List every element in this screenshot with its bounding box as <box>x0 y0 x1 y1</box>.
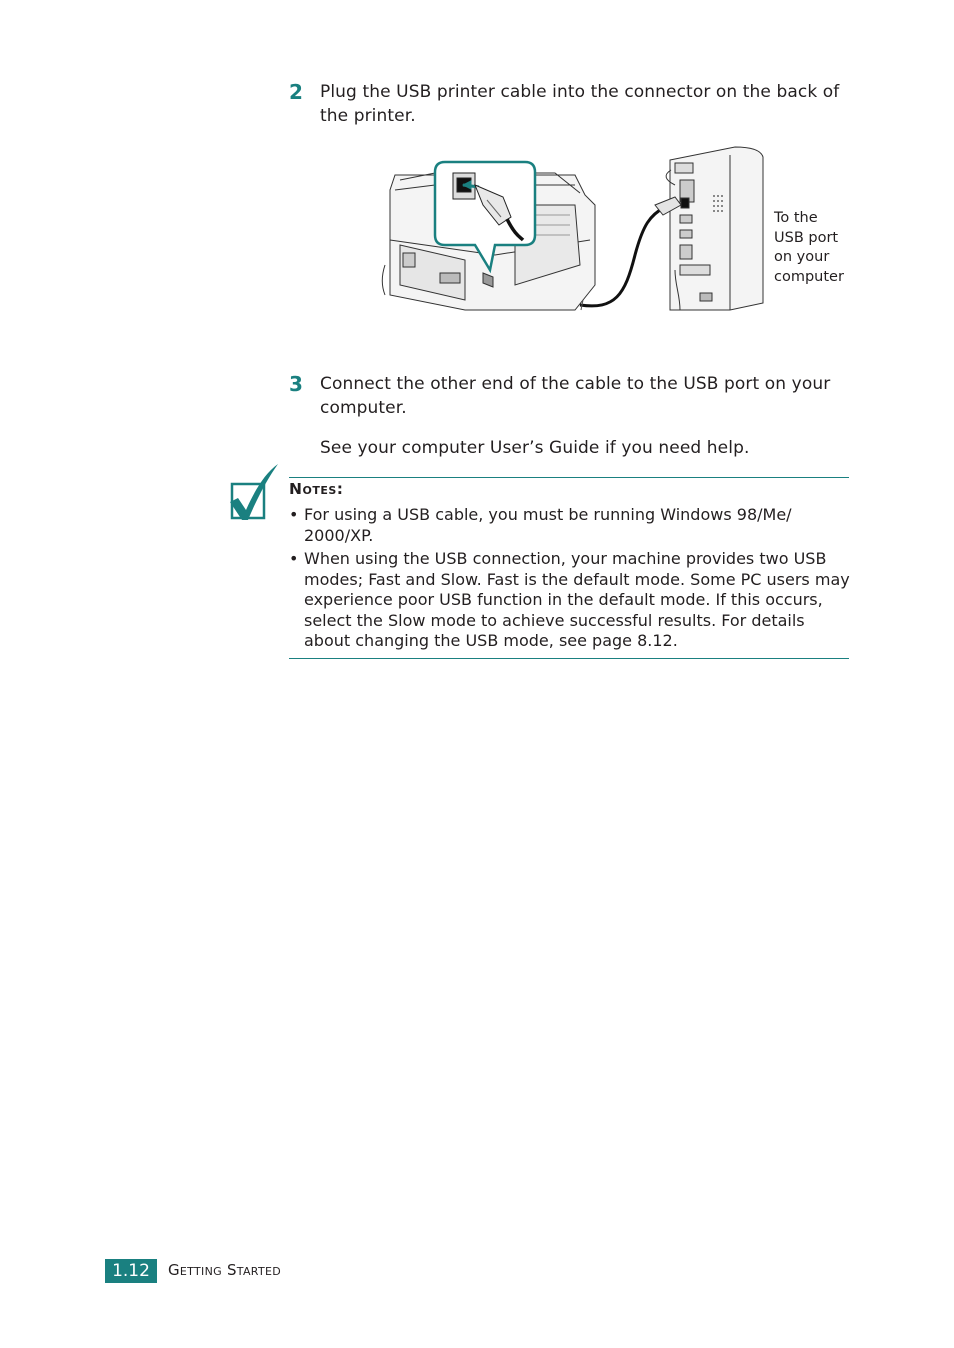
bullet: • <box>289 505 299 524</box>
step-2-number: 2 <box>289 80 303 104</box>
checkmark-icon <box>228 462 280 524</box>
figure-caption: To the USB port on your computer <box>774 210 844 285</box>
computer-illustration <box>655 147 763 310</box>
usb-connection-illustration <box>375 145 770 325</box>
note-item <box>289 549 851 652</box>
notes-heading <box>289 480 343 498</box>
page-number: 1.12 <box>105 1259 157 1283</box>
notes-bottom-rule <box>289 658 849 659</box>
step-3-number: 3 <box>289 372 303 396</box>
note-item <box>289 505 851 546</box>
bullet: • <box>289 549 299 568</box>
notes-top-rule <box>289 477 849 478</box>
step-3-text: Connect the other end of the cable to the USB port on your computer. <box>320 374 831 418</box>
note-text: For using a USB cable, you must be running Windows 98/Me/ 2000/XP. <box>304 505 792 545</box>
note-text: When using the USB connection, your machine provides two USB modes; Fast and Slow. Fast is the default mode. Some PC users may experience poor USB function in the default mode. If this occurs, select the Slow mode to achieve successful results. For details about changing the USB mode, see page 8.12. <box>304 549 850 650</box>
step-2-text: Plug the USB printer cable into the connector on the back of the printer. <box>320 82 840 126</box>
section-title: Getting Started <box>168 1261 281 1279</box>
notes-title: Notes <box>289 480 337 498</box>
notes-colon: : <box>336 480 344 498</box>
step-3-extra-text: See your computer User’s Guide if you need help. <box>320 438 750 458</box>
